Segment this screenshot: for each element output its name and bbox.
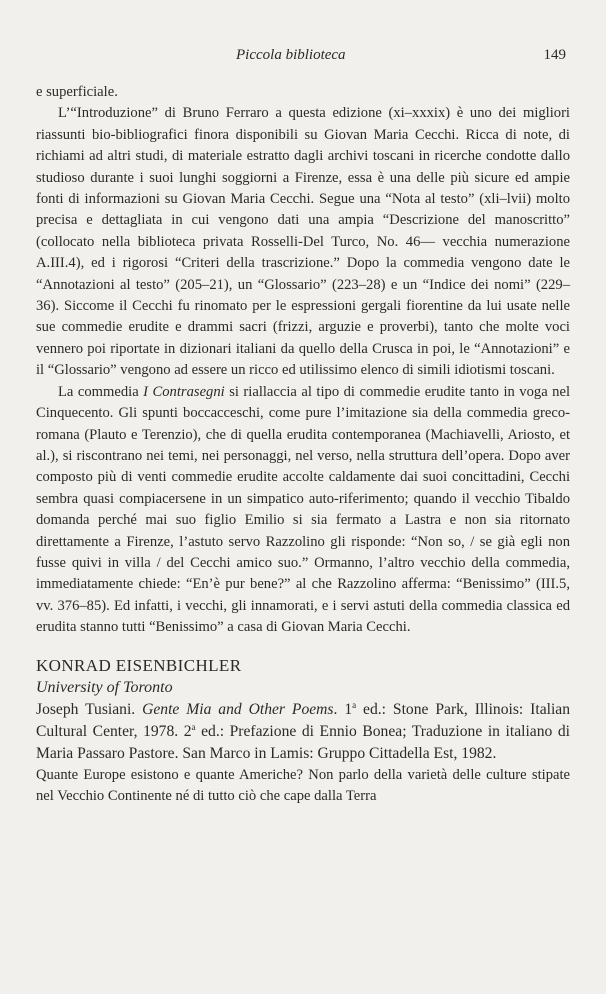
paragraph-commedia-lead: La commedia [58, 383, 144, 400]
book-author: Joseph Tusiani. [36, 700, 143, 718]
paragraph-commedia [36, 382, 570, 639]
running-header [36, 47, 570, 67]
review-citation [36, 699, 570, 765]
book-title: Gente Mia and Other Poems [142, 700, 334, 718]
edition-1-text: ed.: Stone Park, Illinois: Italian Cultural Center, 1978. 2 [36, 700, 571, 740]
paragraph-commedia-rest: si riallaccia al tipo di commedie erudite tanto in voga nel Cinquecento. Gli spunti boccacceschi, come pure l’imitazione sia della commedia greco-romana (Plauto e Terenzio), che di quella erudita contemporanea (Machiavelli, Ariosto, et al.), si riscontrano nei temi, nei personaggi, nel verso, nella struttura dell’opera. Dopo aver composto più di venti commedie erudite accolte caldamente dai suoi concittadini, Cecchi sembra quasi compiacersene in un simpatico auto-riferimento; quando il vecchio Tibaldo domanda perché mai suo figlio Emilio si sia fermato a Lastra e non sia ritornato direttamente a Firenze, l’astuto servo Razzolino gli risponde: “Non so, / se già egli non fusse quivi in villa / del Cecchi amico suo.” Ormanno, l’altro vecchio della commedia, immediatamente chiede: “En’è pur bene?” al che Razzolino afferma: “Benissimo” (III.5, vv. 376–85). Ed infatti, i vecchi, gli innamorati, e i servi astuti della commedia classica ed erudita stanno tutti “Benissimo” a casa di Giovan Maria Cecchi. [36, 383, 570, 636]
reviewer-signature [36, 655, 570, 699]
edition-1-sup: a [352, 699, 357, 710]
paragraph-continuation: e superficiale. [36, 84, 118, 100]
edition-2-sup: a [191, 721, 196, 732]
edition-2-text: ed.: Prefazione di Ennio Bonea; Traduzione in italiano di Maria Passaro Pastore. San Marco in Lamis: Gruppo Cittadella Est, 1982. [36, 722, 570, 762]
edition-1-prefix: . 1 [333, 700, 353, 718]
reviewer-name: KONRAD EISENBICHLER [36, 655, 242, 675]
article-body [36, 82, 570, 807]
play-title: I Contrasegni [143, 383, 225, 400]
paragraph-introduzione: L’“Introduzione” di Bruno Ferraro a questa edizione (xi–xxxix) è uno dei migliori riassunti bio-bibliografici finora disponibili su Giovan Maria Cecchi. Ricca di note, di richiami ad altri studi, di materiale estratto dagli archivi toscani in ricerche condotte dallo studioso durante i suoi lunghi soggiorni a Firenze, essa è una delle più sicure ed ampie fonti di informazioni su Giovan Maria Cecchi. Segue una “Nota al testo” (xli–lvii) molto precisa e dettagliata in cui vengono dati una ampia “Descrizione del manoscritto” (collocato nella biblioteca privata Rosselli-Del Turco, No. 46— vecchia numerazione A.III.4), ed i rigorosi “Criteri della trascrizione.” Dopo la commedia vengono date le “Annotazioni al testo” (205–21), un “Glossario” (223–28) e un “Indice dei nomi” (229–36). Siccome il Cecchi fu rinomato per le espressioni gergali fiorentine da lui usate nelle sue commedie erudite e drammi sacri (frizzi, arguzie e proverbi), tanto che molte voci vennero poi riportate in dizionari italiani da quello della Crusca in poi, le “Annotazioni” e il “Glossario” vengono ad essere un ricco ed utilissimo elenco di simili idiotismi toscani. [36, 105, 570, 379]
page-number: 149 [543, 47, 566, 63]
running-title: Piccola biblioteca [236, 47, 346, 63]
reviewer-affiliation: University of Toronto [36, 678, 173, 696]
review-opening-paragraph: Quante Europe esistono e quante Americhe? Non parlo della varietà delle culture stipate nel Vecchio Continente né di tutto ciò che cape dalla Terra [36, 766, 570, 804]
